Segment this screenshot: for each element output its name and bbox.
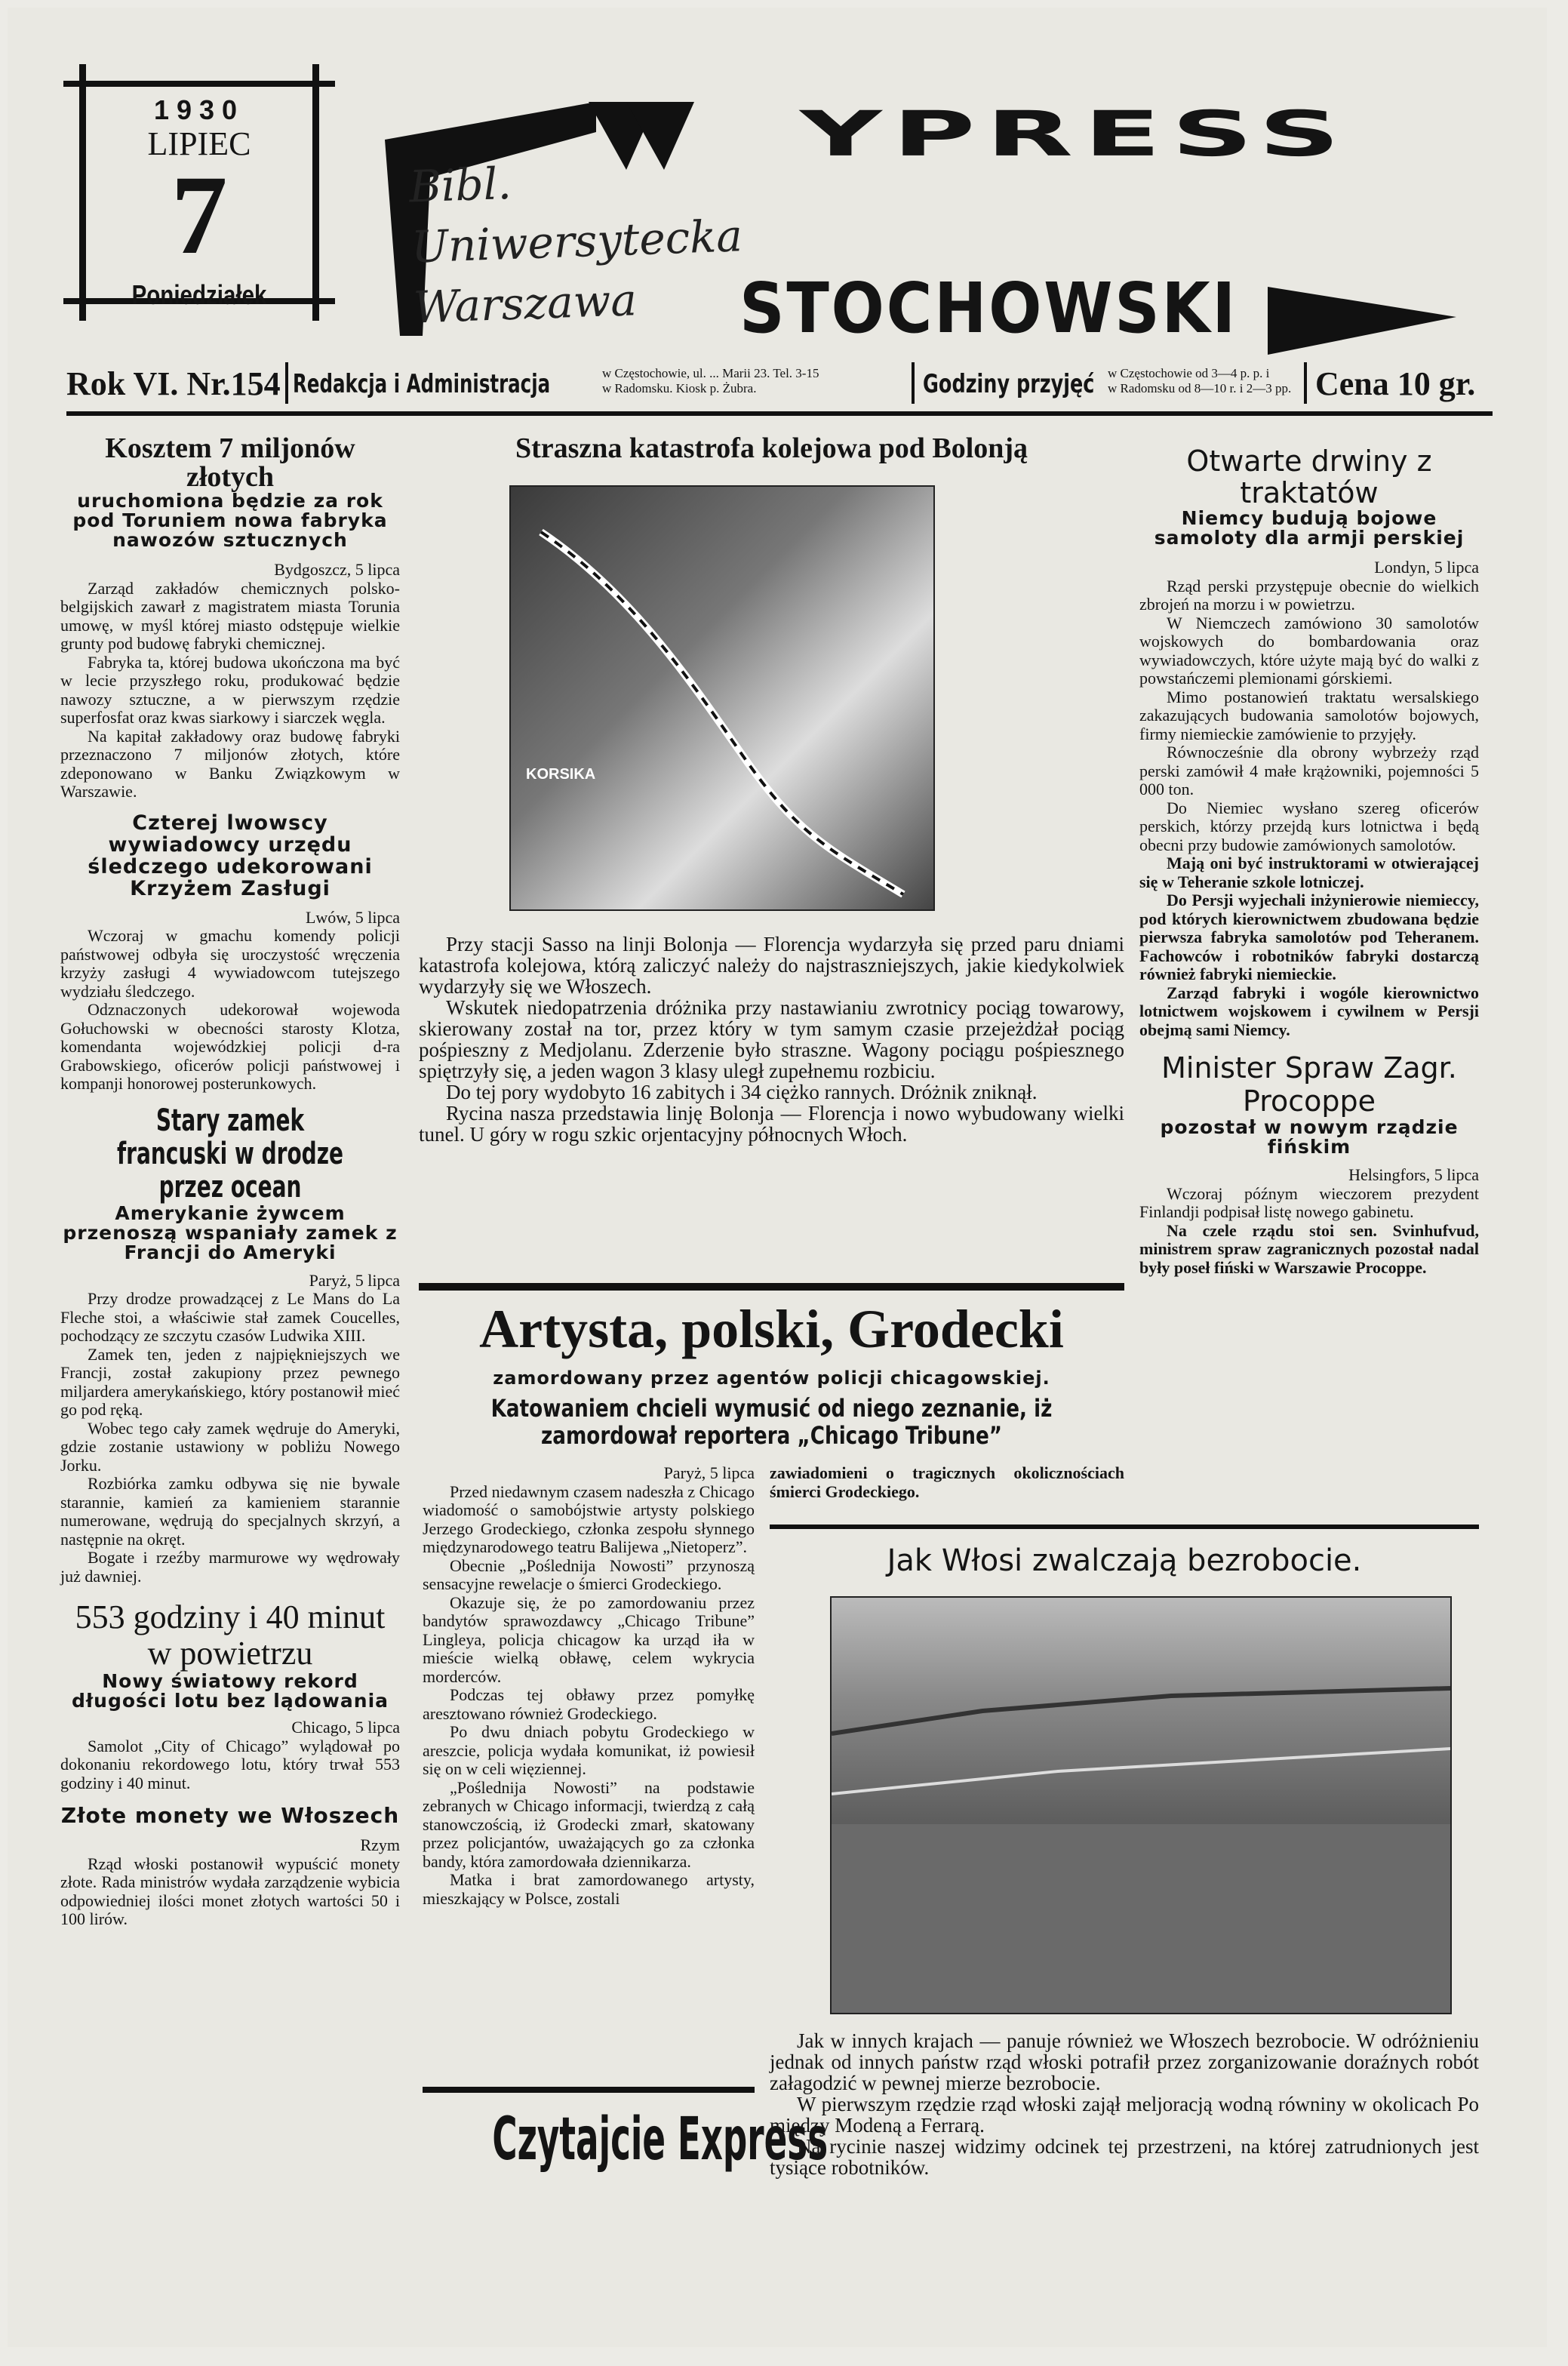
article-paragraph: Na czele rządu stoi sen. Svinhufvud, ministrem spraw zagranicznych pozostał nadal były poseł fiński w Warszawie Procoppe. <box>1139 1220 1479 1277</box>
article-subheadline: zamordowany przez agentów policji chicagowskiej. <box>493 1368 1050 1389</box>
column-left <box>60 434 400 1929</box>
workers-scene-drawing <box>832 1598 1450 2013</box>
section-rule <box>419 1283 1124 1291</box>
article-paragraph: Bogate i rzeźby marmurowe wy wędrowały już dawniej. <box>60 1548 400 1586</box>
article-headline: Kosztem 7 miljonów złotych <box>105 432 355 493</box>
article-paragraph: Mimo postanowień traktatu wersalskiego zakazujących budowania samolotów bojowych, firmy niemieckie zamówienie to przyjęły. <box>1139 687 1479 743</box>
article-paragraph: Po dwu dniach pobytu Grodeckiego w areszcie, policja wydała komunikat, iż powiesił się on w celi więziennej. <box>423 1722 755 1778</box>
masthead-subtitle: STOCHOWSKI <box>739 268 1237 349</box>
date-weekday: Poniedziałek <box>131 279 267 310</box>
article-dateline: Helsingfors, 5 lipca <box>1348 1165 1479 1184</box>
article-dateline: Rzym <box>360 1835 400 1854</box>
article-paragraph: Zamek ten, jeden z najpiękniejszych we Francji, został zakupiony przez pewnego miljardera amerykańskiego, który postanowił mieć go pod ręką. <box>60 1344 400 1419</box>
info-separator <box>1304 362 1307 404</box>
article-headline: Złote monety we Włoszech <box>60 1803 400 1828</box>
article-paragraph: Na rycinie naszej widzimy odcinek tej przestrzeni, na której zatrudnionych jest tysiące robotników. <box>770 2135 1479 2179</box>
article-dateline: Lwów, 5 lipca <box>305 907 400 927</box>
info-separator <box>912 362 915 404</box>
article-subheadline: Niemcy budują bojowe samoloty dla armji perskiej <box>1154 507 1465 549</box>
info-separator <box>285 362 288 404</box>
railway-map-photo <box>509 485 935 911</box>
article-paragraph: Matka i brat zamordowanego artysty, mieszkający w Polsce, zostali <box>423 1870 755 1908</box>
article-paragraph: Przy stacji Sasso na linji Bolonja — Florencja wydarzyła się przed paru dniami katastrofa kolejowa, którą zaliczyć należy do najstraszniejszych, jakie kiedykolwiek wydarzyły się we Włoszech. <box>419 933 1124 998</box>
article-headline: Straszna katastrofa kolejowa pod Bolonją <box>515 432 1028 464</box>
info-bar <box>66 358 1493 416</box>
column-right <box>1139 445 1479 1277</box>
article-subheadline: Katowaniem chcieli wymusić od niego zeznanie, iż zamordował reportera „Chicago Tribune” <box>490 1394 1053 1450</box>
article-headline: 553 godziny i 40 minut w powietrzu <box>75 1598 386 1672</box>
railway-route-drawing <box>511 487 933 909</box>
promo-rule-top <box>423 2087 755 2093</box>
grodecki-article-body <box>423 1464 755 1908</box>
article-paragraph: Rząd perski przystępuje obecnie do wielkich zbrojeń na morzu i w powietrzu. <box>1139 576 1479 614</box>
article-paragraph: Do tej pory wydobyto 16 zabitych i 34 ciężko rannych. Dróżnik zniknął. <box>446 1081 1038 1103</box>
article-paragraph: Przed niedawnym czasem nadeszła z Chicago wiadomość o samobójstwie artysty polskiego Jerzego Grodeckiego, członka zespołu słynnego międzynarodowego teatru Balijewa „Nietoperz”. <box>423 1481 755 1556</box>
office-hours-label: Godziny przyjęć <box>923 369 1095 399</box>
article-subheadline: uruchomiona będzie za rok pod Toruniem nowa fabryka nawozów sztucznych <box>72 490 388 551</box>
article-paragraph: Okazuje się, że po zamordowaniu przez bandytów sprawozdawcy „Chicago Tribune” Lingleya, policja chicagow ka urząd iła w mieście wielką obławę, celem wykrycia morderców. <box>423 1592 755 1686</box>
article-paragraph: Rozbiórka zamku odbywa się nie bywale starannie, kamień za kamieniem starannie numerowane, wędrują do specjalnych skrzyń, a następnie na okręt. <box>60 1474 400 1549</box>
article-headline: Jak Włosi zwalczają bezrobocie. <box>887 1543 1362 1578</box>
article-dateline: Chicago, 5 lipca <box>291 1718 400 1737</box>
article-dateline: Londyn, 5 lipca <box>1374 558 1479 577</box>
unemployment-article-body <box>770 2030 1479 2178</box>
article-paragraph: Na kapitał zakładowy oraz budowę fabryki przeznaczono 7 miljonów złotych, które zdeponowano w Banku Związkowym w Warszawie. <box>60 726 400 801</box>
date-month: LIPIEC <box>147 125 251 162</box>
article-paragraph: Odznaczonych udekorował wojewoda Gołuchowski w obecności starosty Klotza, komendanta wojewódzkiej policji d-ra Grabowskiego, oficerów policji państwowej i kompanji honorowej posterunkowych. <box>60 1000 400 1093</box>
article-paragraph: Zarząd zakładów chemicznych polsko-belgijskich zawarł z magistratem miasta Torunia umowę, w myśl której miasto odstępuje wielkie grunty pod budowę fabryki chemicznej. <box>60 578 400 653</box>
price: Cena 10 gr. <box>1315 365 1476 402</box>
article-paragraph: Podczas tej obławy przez pomyłkę aresztowano również Grodeckiego. <box>423 1685 755 1723</box>
grodecki-article-continuation <box>770 1464 1124 1501</box>
article-dateline: Paryż, 5 lipca <box>309 1270 400 1290</box>
issue-number: Rok VI. Nr.154 <box>66 365 281 402</box>
article-subheadline: pozostał w nowym rządzie fińskim <box>1160 1116 1459 1158</box>
section-rule <box>770 1525 1479 1529</box>
article-paragraph: W Niemczech zamówiono 30 samolotów wojskowych do bombardowania oraz wywiadowczych, które użyte mają być do walki z powstańczemi plemionami górskiemi. <box>1139 613 1479 688</box>
article-paragraph: Obecnie „Poślednija Nowosti” przynoszą sensacyjne rewelacje o śmierci Grodeckiego. <box>423 1555 755 1593</box>
article-paragraph: Fabryka ta, której budowa ukończona ma być w lecie przyszłego roku, produkować będzie nawozy sztuczne, a w pierwszym rzędzie superfosfat oraz kwas siarkowy i siarczek węgla. <box>60 652 400 727</box>
article-paragraph: Do Persji wyjechali inżynierowie niemieccy, pod których kierownictwem zbudowana będzie pierwsza fabryka samolotów pod Teheranem. Fachowców i robotników fabryki dostarczą również fabryki niemieckie. <box>1139 891 1479 983</box>
article-headline-large: Artysta, polski, Grodecki <box>479 1299 1064 1359</box>
article-paragraph: Do Niemiec wysłano szereg oficerów perskich, którzy przejdą kurs lotnictwa i będą obecni przy budowie zamówionych samolotów. <box>1139 798 1479 854</box>
date-year: 1930 <box>153 94 245 125</box>
article-paragraph: Rycina nasza przedstawia linję Bolonja — Florencja i nowo wybudowany wielki tunel. U góry w rogu szkic orjentacyjny północnych Włoch. <box>419 1102 1124 1146</box>
article-paragraph: Samolot „City of Chicago” wylądował po dokonaniu rekordowego lotu, który trwał 553 godziny i 40 minut. <box>60 1736 400 1792</box>
article-dateline: Bydgoszcz, 5 lipca <box>274 560 400 579</box>
promo-banner: Czytajcie Express <box>492 2106 829 2174</box>
article-paragraph: Wskutek niedopatrzenia dróżnika przy nastawianiu zwrotnicy pociąg towarowy, skierowany został na tor, przez który w tym samym czasie przejeżdżał pociąg pośpieszny z Medjolanu. Zderzenie było straszne. Wagony pociągu pośpiesznego spiętrzyły się, a jeden wagon 3 klasy uległ zupełnemu rozbiciu. <box>419 996 1124 1082</box>
article-headline: Minister Spraw Zagr. Procoppe <box>1161 1051 1457 1118</box>
article-paragraph: zawiadomieni o tragicznych okolicznościach śmierci Grodeckiego. <box>770 1463 1124 1501</box>
article-dateline: Paryż, 5 lipca <box>663 1463 755 1482</box>
library-stamp-handwriting: Bibl. Uniwersytecka Warszawa <box>408 157 743 334</box>
date-box <box>79 64 319 321</box>
article-subheadline: Nowy światowy rekord długości lotu bez lądowania <box>71 1670 389 1712</box>
address-line-2: w Radomsku. Kiosk p. Żubra. <box>602 381 757 395</box>
office-hours-line-1: w Częstochowie od 3—4 p. p. i <box>1108 366 1270 380</box>
article-paragraph: Mają oni być instruktorami w otwierającej się w Teheranie szkole lotniczej. <box>1139 854 1479 891</box>
article-paragraph: Jak w innych krajach — panuje również we Włoszech bezrobocie. W odróżnieniu jednak od innych państw rząd włoski potrafił przez zorganizowanie doraźnych robót załagodzić w pewnej mierze bezrobocie. <box>770 2029 1479 2094</box>
article-subheadline: Amerykanie żywcem przenoszą wspaniały zamek z Francji do Ameryki <box>63 1201 398 1263</box>
date-day: 7 <box>171 152 228 278</box>
workers-photo <box>830 1596 1452 2014</box>
article-paragraph: Wczoraj w gmachu komendy policji państwowej odbyła się uroczystość wręczenia krzyży zasługi 4 wywiadowcom tutejszego wydziału śledczego. <box>60 926 400 1001</box>
masthead-swoosh <box>1268 257 1464 362</box>
map-label: KORSIKA <box>526 766 596 783</box>
article-paragraph: W pierwszym rzędzie rząd włoski zajął meljoracją wodną równiny w okolicach Po między Modeną a Ferrarą. <box>770 2093 1479 2137</box>
date-box-rule-top <box>63 81 335 87</box>
masthead-title: YPRESS <box>800 98 1351 171</box>
article-paragraph: Wobec tego cały zamek wędruje do Ameryki, gdzie zostanie ustawiony w pobliżu Nowego Jorku. <box>60 1418 400 1475</box>
address-line-1: w Częstochowie, ul. ... Marii 23. Tel. 3-15 <box>602 366 819 380</box>
article-paragraph: „Poślednija Nowosti” na podstawie zebranych w Chicago informacji, twierdzą z całą stanowczością, iż Grodecki zmarł, skatowany przez policjantów, uważających go za członka bandy, która zamordowała dziennikarza. <box>423 1777 755 1871</box>
article-paragraph: Wczoraj późnym wieczorem prezydent Finlandji podpisał listę nowego gabinetu. <box>1139 1183 1479 1221</box>
column-center <box>419 434 1124 1145</box>
article-paragraph: Rząd włoski postanowił wypuścić monety złote. Rada ministrów wydała zarządzenie wybicia odpowiedniej ilości monet złotych wartości 50 i 100 lirów. <box>60 1854 400 1928</box>
article-headline: Otwarte drwiny z traktatów <box>1186 445 1432 509</box>
article-paragraph: Równocześnie dla obrony wybrzeży rząd perski zamówił 4 małe krążowniki, pojemności 5 000 ton. <box>1139 743 1479 798</box>
article-paragraph: Przy drodze prowadzącej z Le Mans do La Fleche stoi, a właściwie stał zamek Coucelles, pochodzący ze szczytu czasów Ludwika XIII. <box>60 1289 400 1345</box>
article-headline: Stary zamek francuski w drodze przez ocean <box>116 1103 344 1205</box>
article-paragraph: Zarząd fabryki i wogóle kierownictwo lotnictwem wojskowem i cywilnem w Persji obejmą sami Niemcy. <box>1139 983 1479 1039</box>
office-hours-line-2: w Radomsku od 8—10 r. i 2—3 pp. <box>1108 381 1292 395</box>
article-headline: Czterej lwowscy wywiadowcy urzędu śledczego udekorowani Krzyżem Zasługi <box>88 811 373 900</box>
editorial-office-label: Redakcja i Administracja <box>293 369 551 399</box>
